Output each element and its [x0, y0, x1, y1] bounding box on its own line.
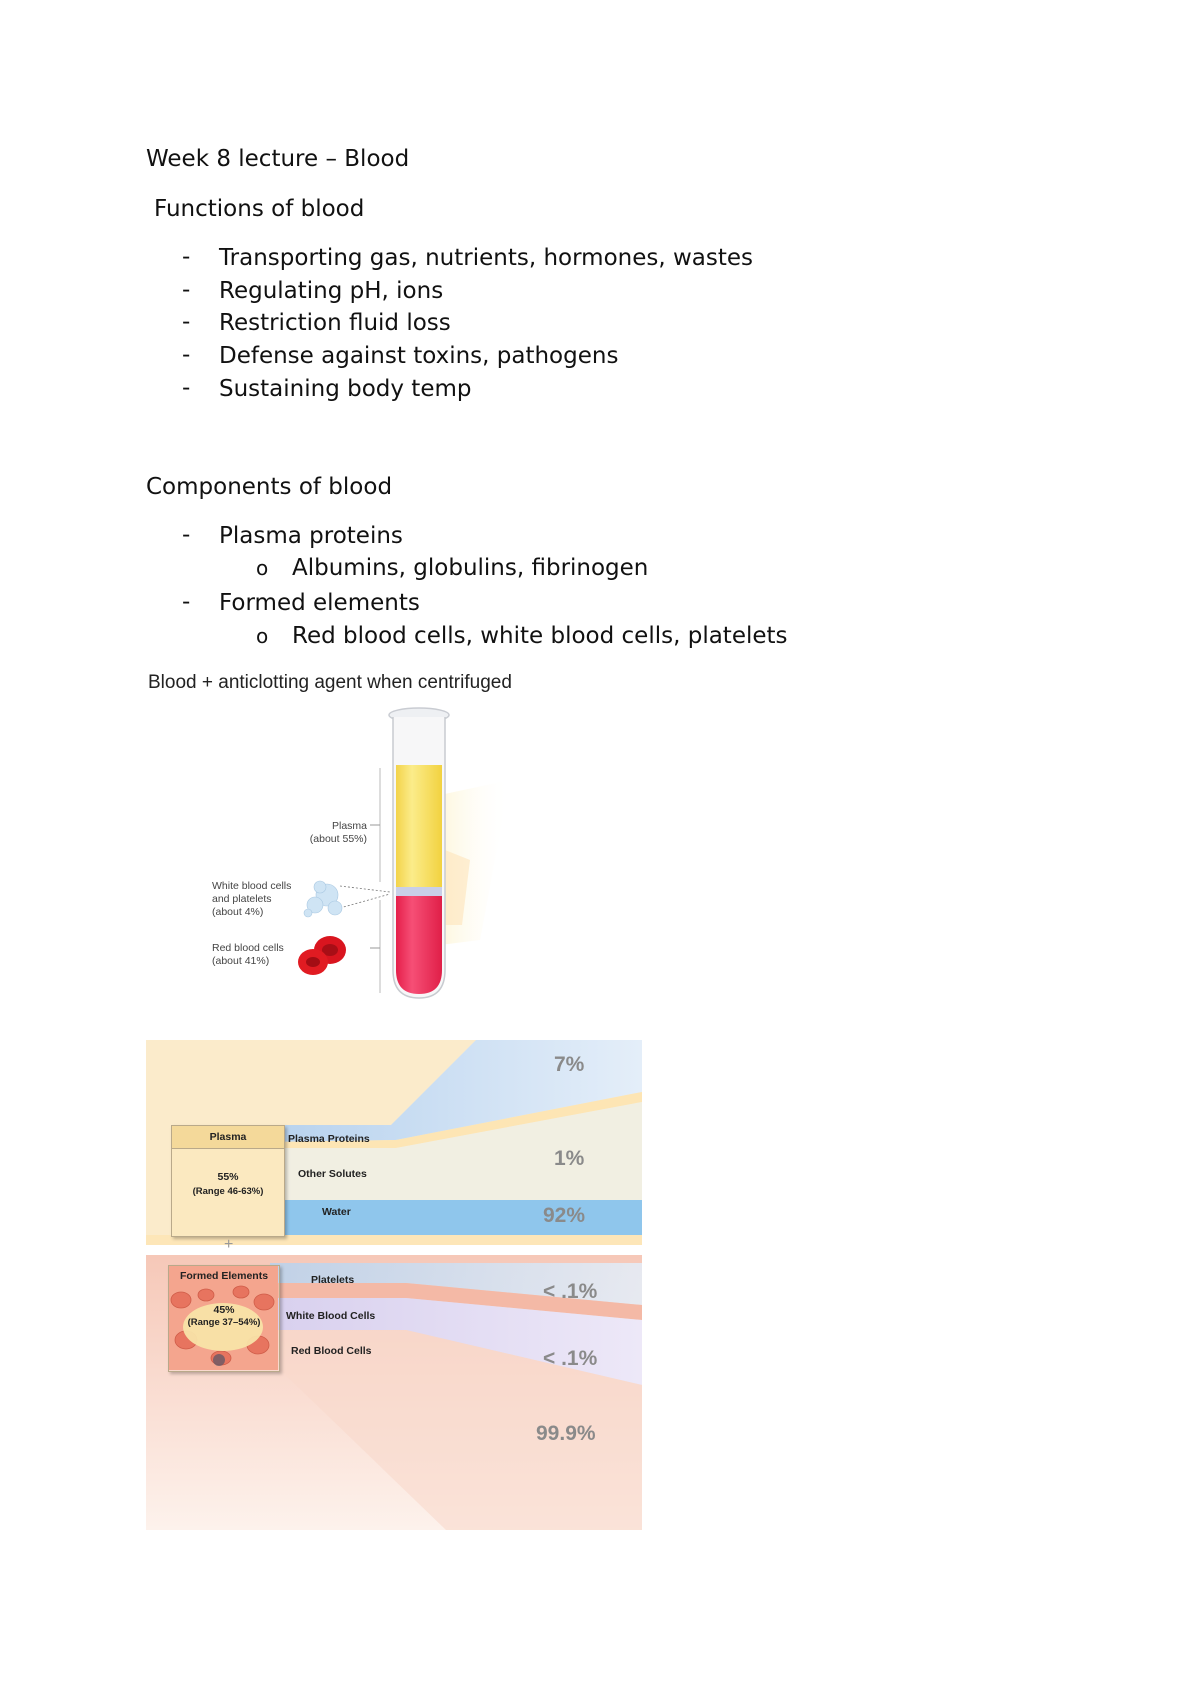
- platelets-percent: < .1%: [543, 1280, 598, 1303]
- red-blood-cells-label: Red Blood Cells: [291, 1345, 372, 1357]
- water-label: Water: [322, 1206, 351, 1218]
- dash-bullet: -: [182, 375, 191, 401]
- formed-elements-box: [168, 1265, 280, 1372]
- circle-bullet: o: [256, 556, 269, 580]
- plasma-label: Plasma: [331, 820, 367, 832]
- dash-bullet: -: [182, 277, 191, 303]
- dash-bullet: -: [182, 309, 191, 335]
- sub-list-item: Albumins, globulins, fibrinogen: [292, 555, 649, 581]
- plasma-box: [171, 1125, 285, 1237]
- centrifuge-tube-figure: [200, 700, 530, 1010]
- formed-box-title: Formed Elements: [179, 1270, 269, 1282]
- list-item: Formed elements: [219, 590, 420, 616]
- wbc-label-line1: White blood cells: [212, 880, 292, 892]
- list-item: Defense against toxins, pathogens: [219, 343, 619, 369]
- circle-bullet: o: [256, 624, 269, 648]
- plasma-box-title: Plasma: [172, 1126, 284, 1149]
- other-solutes-percent: 1%: [554, 1147, 585, 1170]
- wbc-percent: (about 4%): [212, 906, 264, 918]
- plasma-box-range: (Range 46-63%): [192, 1186, 264, 1197]
- plasma-box-percent: 55%: [217, 1171, 239, 1183]
- dash-bullet: -: [182, 589, 191, 615]
- red-blood-cells-percent: 99.9%: [536, 1422, 596, 1445]
- rbc-percent: (about 41%): [212, 955, 270, 967]
- white-blood-cells-label: White Blood Cells: [286, 1310, 376, 1322]
- other-solutes-label: Other Solutes: [298, 1168, 367, 1180]
- functions-heading: Functions of blood: [154, 196, 365, 222]
- platelets-label: Platelets: [311, 1274, 355, 1286]
- tube-figure-caption: Blood + anticlotting agent when centrifuged: [148, 672, 512, 693]
- wbc-label-line2: and platelets: [212, 893, 272, 905]
- plasma-proteins-label: Plasma Proteins: [288, 1133, 370, 1145]
- list-item: Restriction fluid loss: [219, 310, 451, 336]
- dash-bullet: -: [182, 342, 191, 368]
- list-item: Plasma proteins: [219, 523, 403, 549]
- sub-list-item: Red blood cells, white blood cells, platelets: [292, 623, 788, 649]
- blood-composition-figure: [146, 1040, 642, 1530]
- list-item: Sustaining body temp: [219, 376, 472, 402]
- rbc-label: Red blood cells: [212, 942, 284, 954]
- components-heading: Components of blood: [146, 474, 393, 500]
- dash-bullet: -: [182, 244, 191, 270]
- list-item: Regulating pH, ions: [219, 278, 444, 304]
- plasma-proteins-percent: 7%: [554, 1053, 585, 1076]
- dash-bullet: -: [182, 522, 191, 548]
- formed-box-percent: 45%: [213, 1304, 235, 1316]
- formed-box-range: (Range 37–54%): [187, 1317, 261, 1328]
- white-blood-cells-percent: < .1%: [543, 1347, 598, 1370]
- plus-sign: +: [224, 1236, 234, 1253]
- document-title: Week 8 lecture – Blood: [146, 146, 410, 172]
- water-percent: 92%: [543, 1204, 586, 1227]
- plasma-percent: (about 55%): [309, 833, 367, 845]
- list-item: Transporting gas, nutrients, hormones, wastes: [219, 245, 754, 271]
